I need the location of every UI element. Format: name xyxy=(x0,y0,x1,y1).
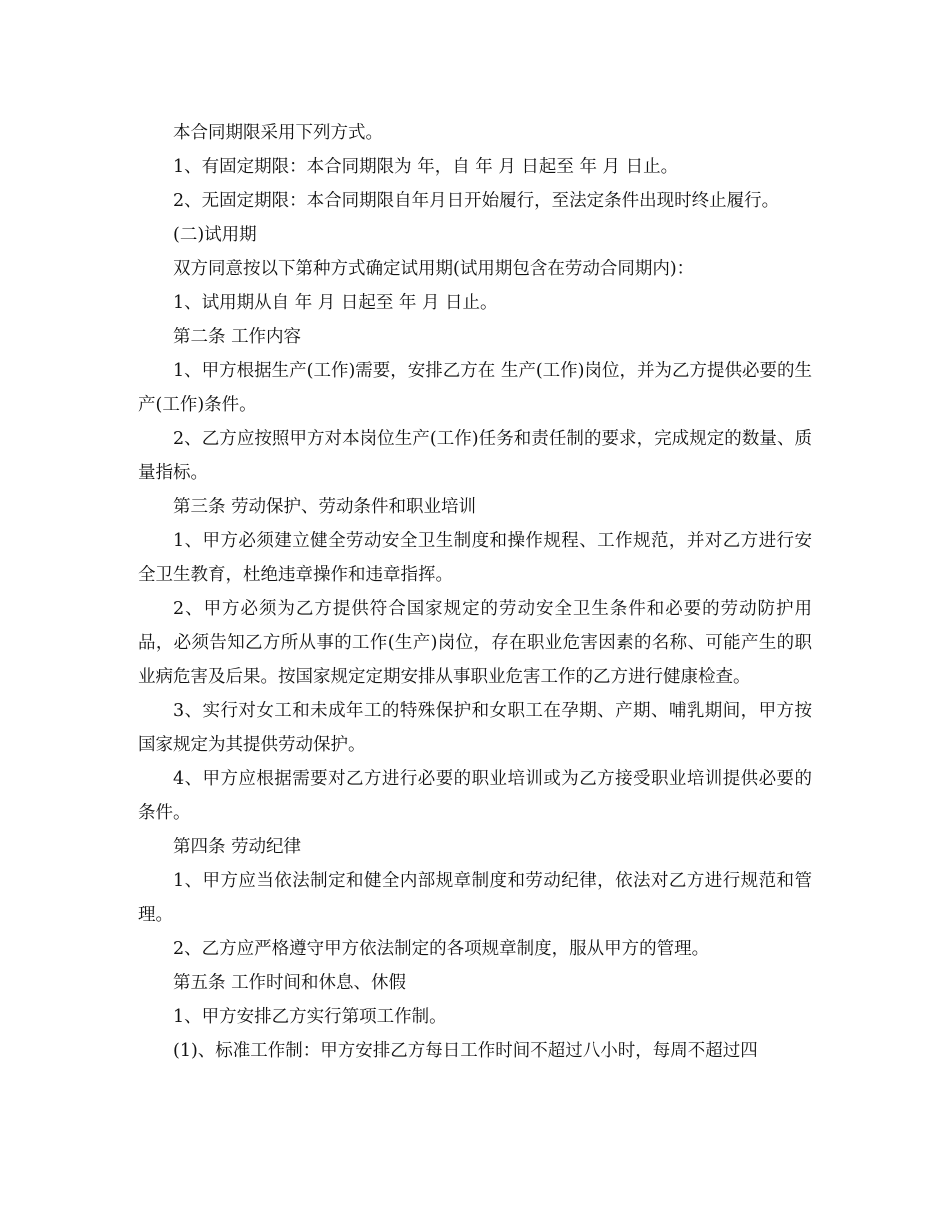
probation-heading: (二)试用期 xyxy=(173,225,257,245)
article-4-clause-2: 2、乙方应严格遵守甲方依法制定的各项规章制度，服从甲方的管理。 xyxy=(173,939,710,959)
open-term-clause: 2、无固定期限：本合同期限自年月日开始履行，至法定条件出现时终止履行。 xyxy=(173,191,780,211)
article-3-clause-1: 1、甲方必须建立健全劳动安全卫生制度和操作规程、工作规范，并对乙方进行安全卫生教育，杜绝违章操作和违章指挥。 xyxy=(138,531,812,585)
document-body xyxy=(138,116,812,1068)
probation-intro: 双方同意按以下第种方式确定试用期(试用期包含在劳动合同期内)： xyxy=(173,259,695,279)
article-5-heading: 第五条 工作时间和休息、休假 xyxy=(173,973,407,993)
probation-period-clause: 1、试用期从自 年 月 日起至 年 月 日止。 xyxy=(173,293,498,313)
fixed-term-clause: 1、有固定期限：本合同期限为 年，自 年 月 日起至 年 月 日止。 xyxy=(173,157,679,177)
article-2-heading: 第二条 工作内容 xyxy=(173,327,302,347)
article-4-heading: 第四条 劳动纪律 xyxy=(173,837,302,857)
article-5-standard-hours: (1)、标准工作制：甲方安排乙方每日工作时间不超过八小时，每周不超过四 xyxy=(173,1041,758,1061)
contract-term-intro: 本合同期限采用下列方式。 xyxy=(173,123,383,143)
article-3-clause-4: 4、甲方应根据需要对乙方进行必要的职业培训或为乙方接受职业培训提供必要的条件。 xyxy=(138,769,812,823)
article-4-clause-1: 1、甲方应当依法制定和健全内部规章制度和劳动纪律，依法对乙方进行规范和管理。 xyxy=(138,871,812,925)
article-2-clause-1: 1、甲方根据生产(工作)需要，安排乙方在 生产(工作)岗位，并为乙方提供必要的生产(工作)条件。 xyxy=(138,361,813,415)
article-3-heading: 第三条 劳动保护、劳动条件和职业培训 xyxy=(173,497,477,517)
article-5-clause-1: 1、甲方安排乙方实行第项工作制。 xyxy=(173,1007,447,1027)
article-3-clause-2: 2、甲方必须为乙方提供符合国家规定的劳动安全卫生条件和必要的劳动防护用品，必须告知乙方所从事的工作(生产)岗位，存在职业危害因素的名称、可能产生的职业病危害及后果。按国家规定定期安排从事职业危害工作的乙方进行健康检查。 xyxy=(138,599,812,687)
article-3-clause-3: 3、实行对女工和未成年工的特殊保护和女职工在孕期、产期、哺乳期间，甲方按国家规定为其提供劳动保护。 xyxy=(138,701,812,755)
article-2-clause-2: 2、乙方应按照甲方对本岗位生产(工作)任务和责任制的要求，完成规定的数量、质量指标。 xyxy=(138,429,812,483)
